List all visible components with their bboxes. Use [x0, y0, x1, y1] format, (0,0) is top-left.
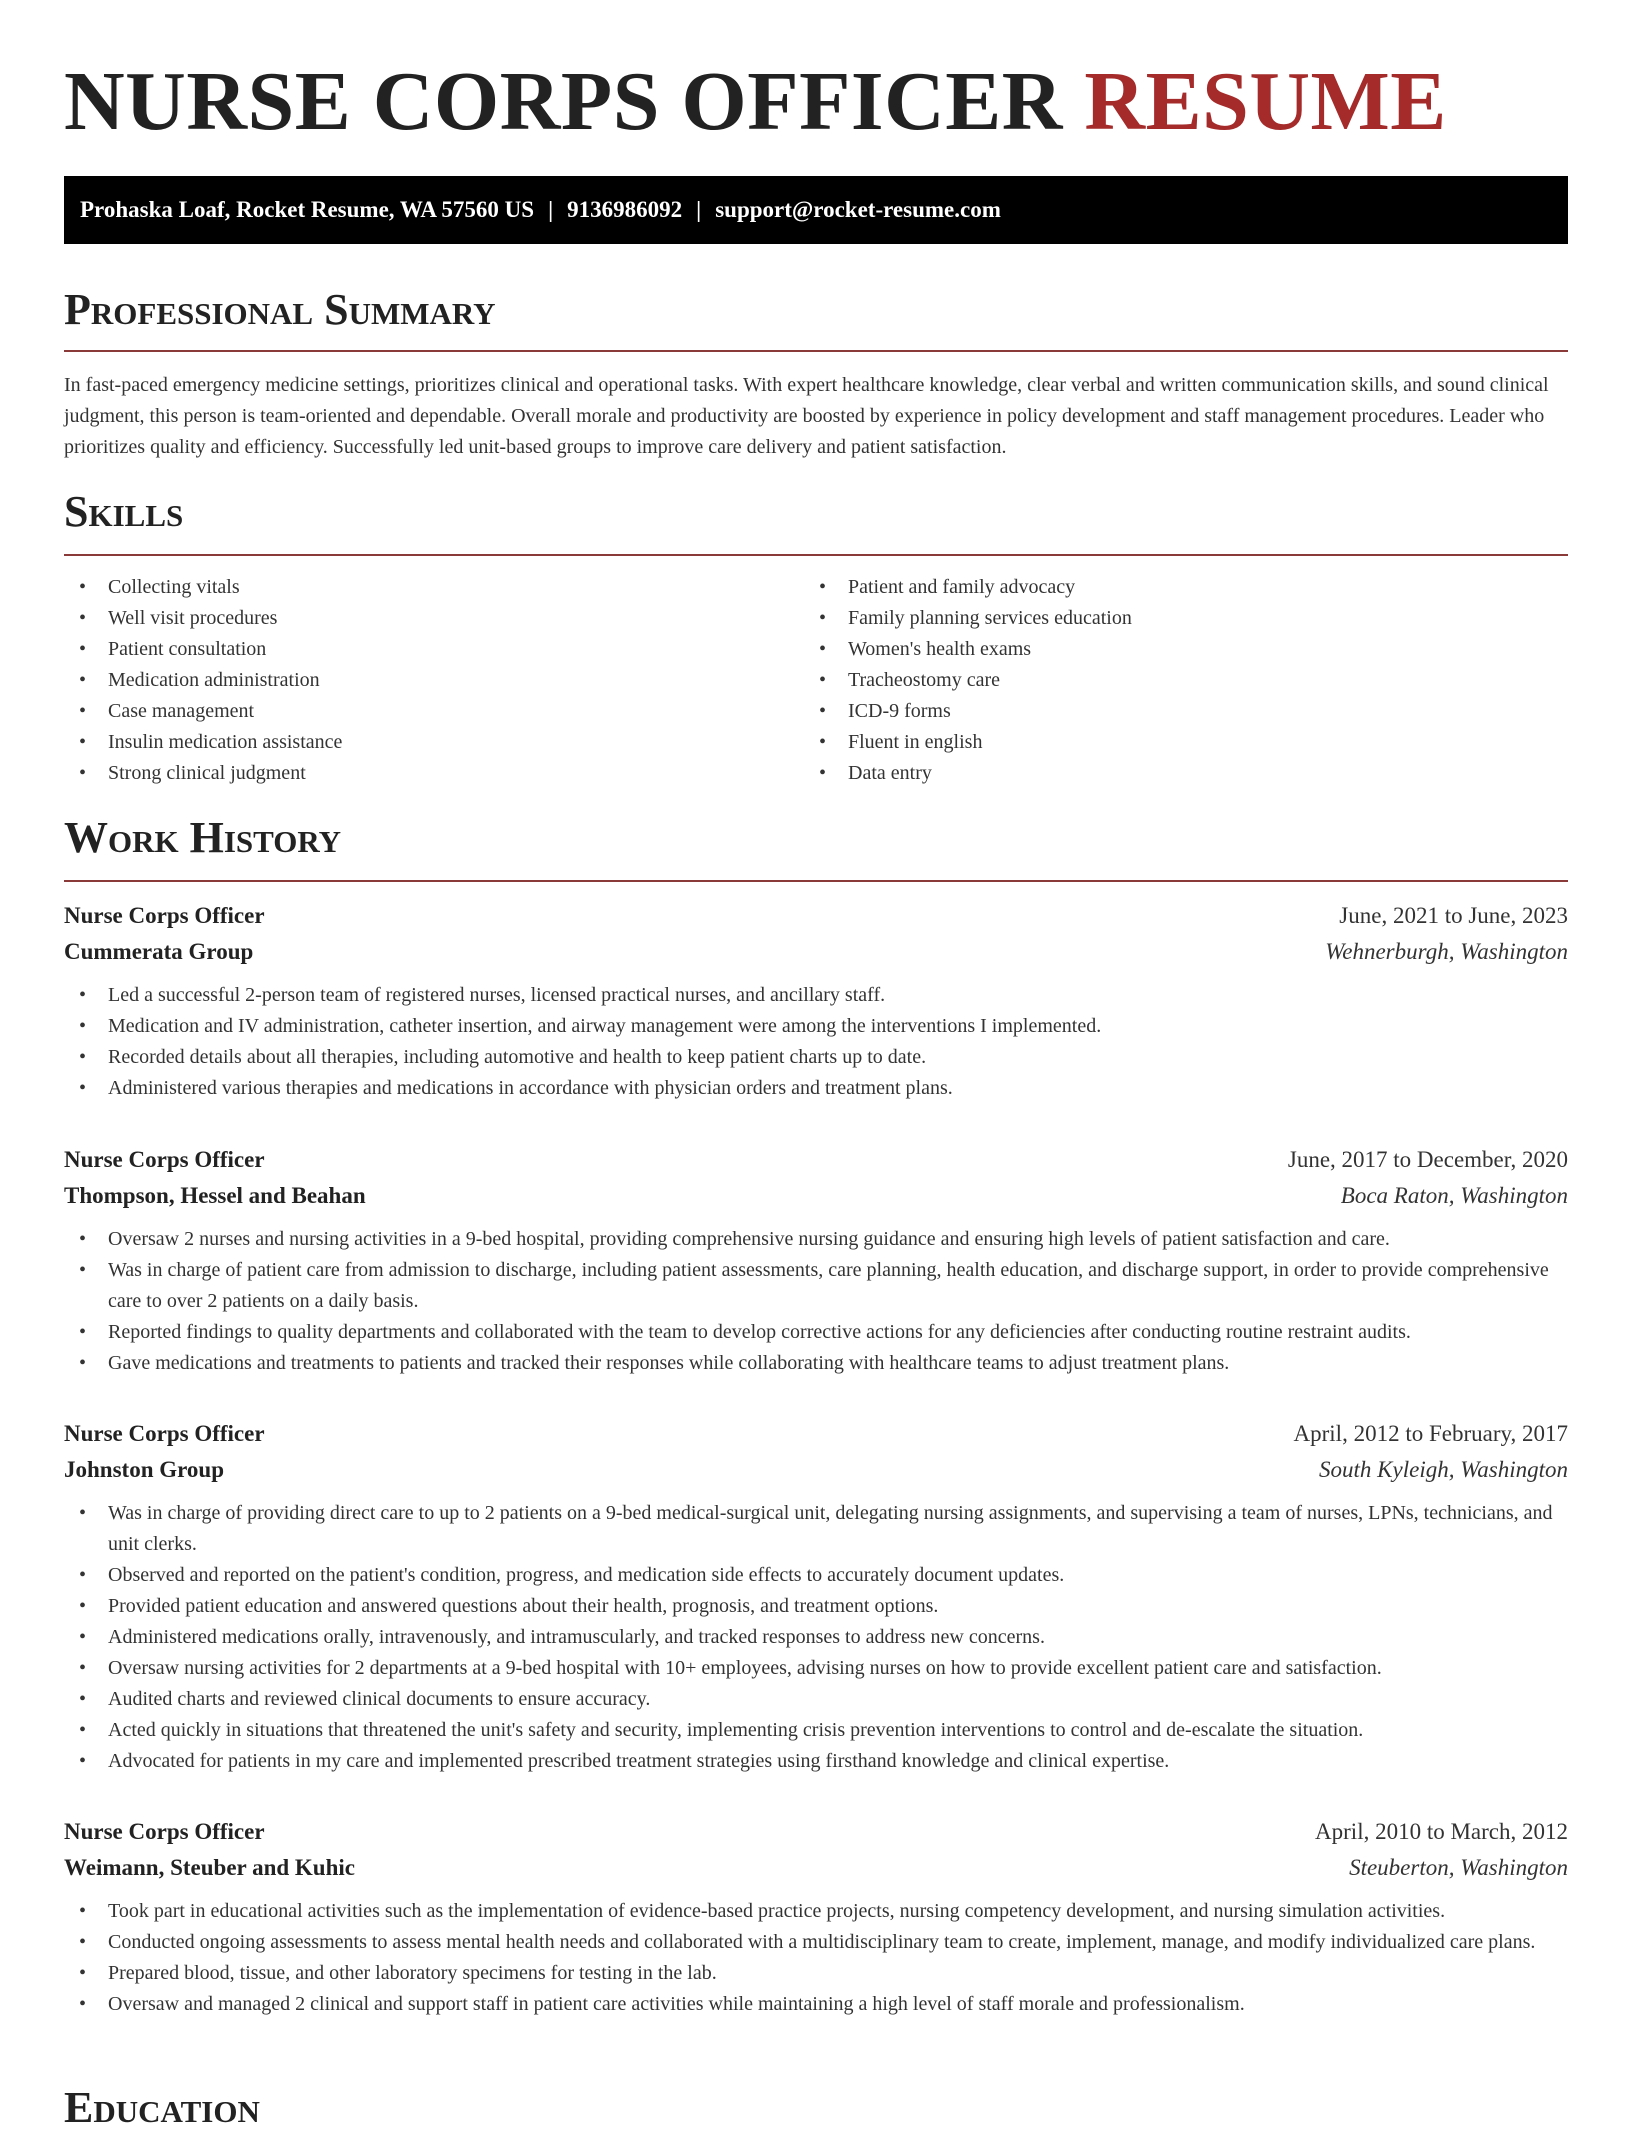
contact-separator: |	[696, 197, 702, 222]
list-item: • Recorded details about all therapies, including automotive and health to keep patient charts up to date.	[64, 1042, 1568, 1073]
job-title: Nurse Corps Officer	[64, 1147, 265, 1172]
job-location: Steuberton, Washington	[1349, 1855, 1568, 1880]
job-title: Nurse Corps Officer	[64, 903, 265, 928]
job-entry	[64, 1814, 1568, 2020]
list-item: • Tracheostomy care	[804, 665, 1504, 696]
contact-phone: 9136986092	[567, 197, 683, 222]
job-company-row	[64, 1178, 1568, 1214]
job-title-row	[64, 1142, 1568, 1178]
job-company: Weimann, Steuber and Kuhic	[64, 1855, 355, 1880]
list-item: • Conducted ongoing assessments to assess mental health needs and collaborated with a multidisciplinary team to create, implement, manage, and modify individualized care plans.	[64, 1927, 1568, 1958]
job-dates: June, 2017 to December, 2020	[1287, 1147, 1568, 1172]
list-item: • Well visit procedures	[64, 603, 764, 634]
skills-list-left	[64, 572, 764, 789]
skills-heading: Skills	[64, 486, 1568, 556]
list-item: • Observed and reported on the patient's condition, progress, and medication side effects to accurately document updates.	[64, 1560, 1568, 1591]
list-item: • Insulin medication assistance	[64, 727, 764, 758]
list-item: • Reported findings to quality departments and collaborated with the team to develop corrective actions for any deficiencies after conducting routine restraint audits.	[64, 1317, 1568, 1348]
list-item: • Administered various therapies and medications in accordance with physician orders and treatment plans.	[64, 1073, 1568, 1104]
list-item: • Took part in educational activities such as the implementation of evidence-based practice projects, nursing competency development, and nursing simulation activities.	[64, 1896, 1568, 1927]
job-bullets	[64, 1498, 1568, 1777]
list-item: • Oversaw nursing activities for 2 departments at a 9-bed hospital with 10+ employees, advising nurses on how to provide excellent patient care and satisfaction.	[64, 1653, 1568, 1684]
contact-address: Prohaska Loaf, Rocket Resume, WA 57560 US	[80, 197, 535, 222]
list-item: • Data entry	[804, 758, 1504, 789]
list-item: • Patient and family advocacy	[804, 572, 1504, 603]
job-bullets	[64, 1896, 1568, 2020]
skills-list-right	[804, 572, 1504, 789]
list-item: • Medication administration	[64, 665, 764, 696]
title-accent: RESUME	[1084, 55, 1447, 148]
summary-text: In fast-paced emergency medicine settings, prioritizes clinical and operational tasks. With expert healthcare knowledge, clear verbal and written communication skills, and sound clinical judgment, this person is team-oriented and dependable. Overall morale and productivity are boosted by experience in policy development and staff management procedures. Leader who prioritizes quality and efficiency. Successfully led unit-based groups to improve care delivery and patient satisfaction.	[64, 374, 1549, 458]
resume-title	[64, 52, 1447, 152]
list-item: • Administered medications orally, intravenously, and intramuscularly, and tracked responses to address new concerns.	[64, 1622, 1568, 1653]
job-location: Boca Raton, Washington	[1340, 1183, 1568, 1208]
job-title-row	[64, 1814, 1568, 1850]
list-item: • Family planning services education	[804, 603, 1504, 634]
job-title-row	[64, 1416, 1568, 1452]
list-item: • ICD-9 forms	[804, 696, 1504, 727]
job-dates: April, 2012 to February, 2017	[1293, 1421, 1568, 1446]
list-item: • Strong clinical judgment	[64, 758, 764, 789]
job-company-row	[64, 1850, 1568, 1886]
list-item: • Oversaw and managed 2 clinical and support staff in patient care activities while maintaining a high level of staff morale and professionalism.	[64, 1989, 1568, 2020]
job-company: Johnston Group	[64, 1457, 225, 1482]
job-entry	[64, 1416, 1568, 1777]
list-item: • Prepared blood, tissue, and other laboratory specimens for testing in the lab.	[64, 1958, 1568, 1989]
job-bullets	[64, 980, 1568, 1104]
work-history-heading: Work History	[64, 812, 1568, 882]
job-entry	[64, 898, 1568, 1104]
job-location: Wehnerburgh, Washington	[1325, 939, 1568, 964]
list-item: • Gave medications and treatments to patients and tracked their responses while collaborating with healthcare teams to adjust treatment plans.	[64, 1348, 1568, 1379]
list-item: • Was in charge of patient care from admission to discharge, including patient assessments, care planning, health education, and discharge support, in order to provide comprehensive care to over 2 patients on a daily basis.	[64, 1255, 1568, 1317]
contact-separator: |	[548, 197, 554, 222]
job-bullets	[64, 1224, 1568, 1379]
title-main: NURSE CORPS OFFICER	[64, 55, 1063, 148]
job-dates: June, 2021 to June, 2023	[1339, 903, 1568, 928]
job-dates: April, 2010 to March, 2012	[1315, 1819, 1568, 1844]
list-item: • Fluent in english	[804, 727, 1504, 758]
list-item: • Collecting vitals	[64, 572, 764, 603]
job-location: South Kyleigh, Washington	[1319, 1457, 1568, 1482]
job-company-row	[64, 1452, 1568, 1488]
list-item: • Led a successful 2-person team of registered nurses, licensed practical nurses, and ancillary staff.	[64, 980, 1568, 1011]
job-company: Thompson, Hessel and Beahan	[64, 1183, 366, 1208]
list-item: • Acted quickly in situations that threatened the unit's safety and security, implementing crisis prevention interventions to control and de-escalate the situation.	[64, 1715, 1568, 1746]
job-entry	[64, 1142, 1568, 1379]
job-title: Nurse Corps Officer	[64, 1819, 265, 1844]
list-item: • Women's health exams	[804, 634, 1504, 665]
list-item: • Audited charts and reviewed clinical documents to ensure accuracy.	[64, 1684, 1568, 1715]
list-item: • Was in charge of providing direct care to up to 2 patients on a 9-bed medical-surgical unit, delegating nursing assignments, and supervising a team of nurses, LPNs, technicians, and unit clerks.	[64, 1498, 1568, 1560]
list-item: • Oversaw 2 nurses and nursing activities in a 9-bed hospital, providing comprehensive nursing guidance and ensuring high levels of patient satisfaction and care.	[64, 1224, 1568, 1255]
job-title-row	[64, 898, 1568, 934]
list-item: • Provided patient education and answered questions about their health, prognosis, and treatment options.	[64, 1591, 1568, 1622]
job-title: Nurse Corps Officer	[64, 1421, 265, 1446]
job-company: Cummerata Group	[64, 939, 254, 964]
list-item: • Medication and IV administration, catheter insertion, and airway management were among the interventions I implemented.	[64, 1011, 1568, 1042]
list-item: • Patient consultation	[64, 634, 764, 665]
summary-heading: Professional Summary	[64, 284, 1568, 352]
list-item: • Case management	[64, 696, 764, 727]
education-heading: Education	[64, 2083, 260, 2132]
contact-bar	[64, 176, 1568, 244]
contact-email: support@rocket-resume.com	[715, 197, 1001, 222]
list-item: • Advocated for patients in my care and implemented prescribed treatment strategies using firsthand knowledge and clinical expertise.	[64, 1746, 1568, 1777]
job-company-row	[64, 934, 1568, 970]
